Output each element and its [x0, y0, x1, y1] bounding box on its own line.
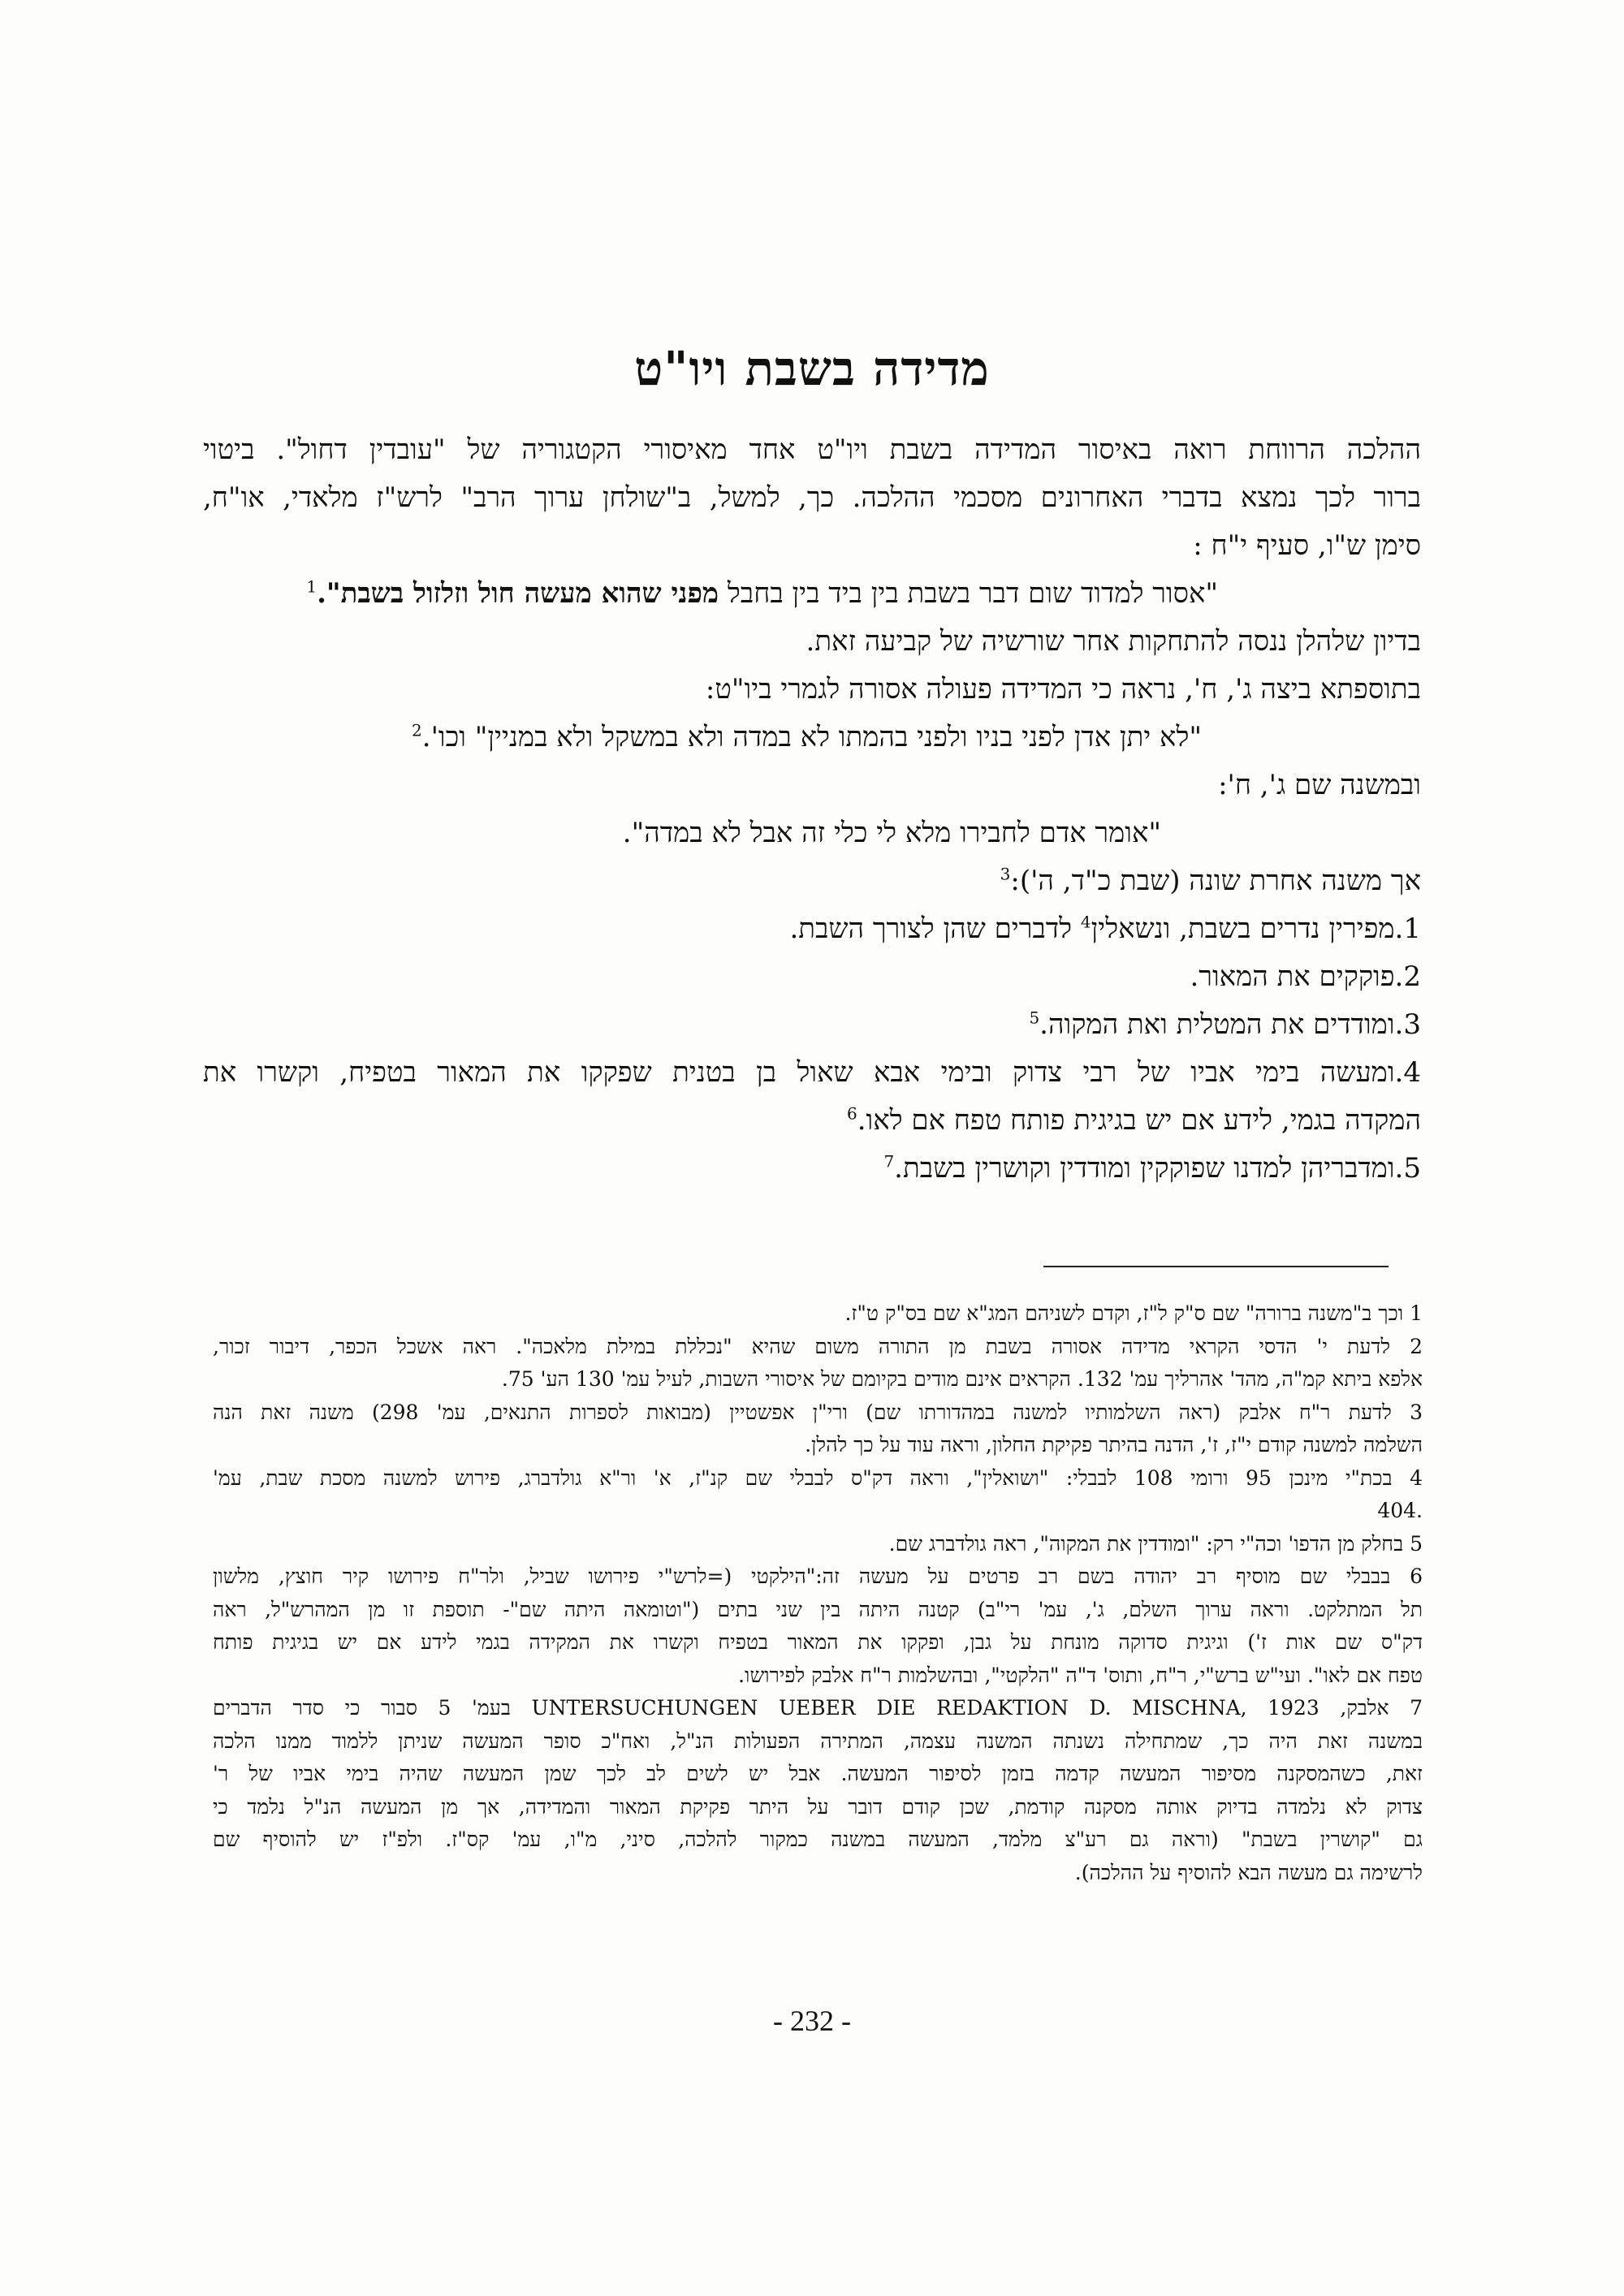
body-line [203, 762, 1421, 809]
footnote-line: תל המתלקט. וראה ערוך השלם, ג', עמ' רי"ב) קטנה היתה בין שני בתים ("וטומאה היתה שם"- תוספת זו מן המהרש"ל, ראה [213, 1597, 1423, 1621]
line-text: סימן ש"ו, סעיף י"ח : [1193, 529, 1421, 562]
footnote-marker[interactable]: 6 [847, 1103, 857, 1124]
body-line [203, 522, 1421, 570]
quote-line [203, 809, 1421, 857]
list-item [203, 1145, 1421, 1193]
line-text: בדיון שלהלן ננסה להתחקות אחר שורשיה של קביעה זאת. [806, 625, 1421, 658]
list-item [203, 953, 1421, 1001]
bold-phrase: מפני שהוא מעשה חול וזלזול בשבת". [317, 577, 719, 610]
footnote-line: 5 בחלק מן הדפו' וכה"י רק: "ומודדין את המקוה", ראה גולדברג שם. [888, 1531, 1423, 1556]
body-line [203, 618, 1421, 666]
footnote-line: 7 אלבק, UNTERSUCHUNGEN UEBER DIE REDAKTION D. MISCHNA, 1923 בעמ' 5 סבור כי סדר הדברים [213, 1696, 1423, 1720]
footnote-line: השלמה למשנה קודם י"ז, ז', הדנה בהיתר פקיקת החלון, וראה עוד על כך להלן. [805, 1433, 1423, 1457]
quote-line [203, 714, 1421, 762]
footnote-line: 1 וכך ב"משנה ברורה" שם ס"ק ל"ז, וקדם לשניהם המג"א שם בס"ק ט"ז. [844, 1301, 1423, 1325]
line-text: 1.מפירין נדרים בשבת, ונשאלין [1091, 913, 1421, 945]
line-text: המקדה בגמי, לידע אם יש בגיגית פותח טפח אם לאו. [857, 1104, 1421, 1137]
quote-line [203, 570, 1421, 618]
footnote-line: זאת, כשהמסקנה מסיפור המעשה קדמה בזמן לסיפור המעשה. אבל יש לשים לב לכך שמן המעשה שהיה בימי אביו של ר' [213, 1762, 1423, 1785]
footnote-line: 2 לדעת י' הדסי הקראי מדידה אסורה בשבת מן התורה משום שהיא "נכללת במילת מלאכה". ראה אשכל הכפר, דיבור זכור, [213, 1334, 1423, 1358]
footnote-line: צדוק לא נלמדה בדיוק אותה מסקנה קודמת, שכן קודם דובר על היתר פקיקת המאור והמדידה, אך מן המעשה הנ"ל נלמד כי [213, 1794, 1423, 1819]
footnote-marker[interactable]: 5 [1029, 1008, 1040, 1028]
line-text: לדברים שהן לצורך השבת. [789, 913, 1081, 945]
footnote-marker[interactable]: 1 [306, 576, 317, 597]
line-text: "אומר אדם לחבירו מלא לי כלי זה אבל לא במדה". [622, 817, 1161, 849]
page-title: מדידה בשבת ויו"ט [634, 341, 990, 396]
line-text: 2.פוקקים את המאור. [1190, 960, 1421, 993]
footnote-separator [1043, 1266, 1389, 1267]
footnote-line: טפח אם לאו". ועי"ש ברש"י, ר"ח, ותוס' ד"ה "הלקטי", ובהשלמות ר"ח אלבק לפירושו. [738, 1663, 1423, 1687]
footnote-line: אלפא ביתא קמ"ה, מהד' אהרליך עמ' 132. הקראים אינם מודים בקיומם של איסורי השבות, לעיל עמ' 130 הע' 75. [501, 1367, 1423, 1391]
line-text: אך משנה אחרת שונה (שבת כ"ד, ה'): [1010, 865, 1421, 897]
body-line [203, 666, 1421, 714]
footnote-line: 3 לדעת ר"ח אלבק (ראה השלמותיו למשנה במהדורתו שם) ורי"ן אפשטיין (מבואות לספרות התנאים, עמ' 298) משנה זאת הנה [213, 1400, 1423, 1424]
line-text: ההלכה הרווחת רואה באיסור המדידה בשבת ויו"ט אחד מאיסורי הקטגוריה של "עובדין דחול". ביטוי [203, 434, 1421, 466]
footnote-marker[interactable]: 4 [1080, 912, 1091, 932]
footnote-line: במשנה זאת היה כך, שמתחילה נשנתה המשנה עצמה, המתירה הפעולות הנ"ל, ואח"כ סופר המעשה שניתן ללמוד ממנו הלכה [213, 1728, 1423, 1753]
footnote-line: גם "קושרין בשבת" (וראה גם רע"צ מלמד, המעשה במשנה כמקור להלכה, סיני, מ"ו, עמ' קס"ז. ולפ"ז יש להוסיף שם [213, 1828, 1423, 1851]
line-text: בתוספתא ביצה ג', ח', נראה כי המדידה פעולה אסורה לגמרי ביו"ט: [705, 673, 1421, 706]
line-text: ברור לכך נמצא בדברי האחרונים מסכמי ההלכה. כך, למשל, ב"שולחן ערוך הרב" לרש"ז מלאדי, או"ח, [203, 481, 1421, 514]
line-text: 4.ומעשה בימי אביו של רבי צדוק ובימי אבא שאול בן בטנית שפקקו את המאור בטפיח, וקשרו את [203, 1056, 1421, 1089]
main-text [203, 426, 1421, 1193]
footnote-line: דק"ס שם אות ז') וגיגית סדוקה מונחת על גבן, ופקקו את המאור בטפיח וקשרו את המקידה בגמי לידע אם יש בגיגית פותח [213, 1630, 1423, 1654]
line-text: 3.ומודדים את המטלית ואת המקוה. [1039, 1008, 1421, 1041]
footnote-marker[interactable]: 7 [883, 1151, 895, 1172]
footnotes [213, 1297, 1423, 1889]
body-line [203, 474, 1421, 522]
footnote-marker[interactable]: 2 [412, 720, 422, 740]
footnote-line: 6 בבבלי שם מוסיף רב יהודה בשם רב פרטים על מעשה זה:"הילקטי (=לרש"י פירושו שביל, ולר"ח פירושו קיר חוצץ, מלשון [213, 1564, 1423, 1588]
footnote-line: לרשימה גם מעשה הבא להוסיף על ההלכה). [1074, 1860, 1423, 1884]
footnote-line: 4 בכת"י מינכן 95 ורומי 108 לבבלי: "ושואלין", וראה דק"ס לבבלי שם קנ"ז, א' ור"א גולדברג, פירוש למשנה מסכת שבת, עמ' [213, 1465, 1423, 1490]
page-number: - 232 - [773, 2005, 851, 2037]
footnote-line: .404 [1377, 1499, 1423, 1522]
line-text: "אסור למדוד שום דבר בשבת בין ביד בין בחבל [719, 577, 1218, 610]
list-item [203, 1001, 1421, 1049]
body-line [203, 426, 1421, 474]
list-item [203, 905, 1421, 953]
list-item [203, 1049, 1421, 1097]
line-text: "לא יתן אדן לפני בניו ולפני בהמתו לא במדה ולא במשקל ולא במניין" וכו'. [421, 721, 1202, 753]
line-text: ובמשנה שם ג', ח': [1218, 769, 1421, 801]
footnote-marker[interactable]: 3 [1000, 864, 1011, 884]
line-text: 5.ומדבריהן למדנו שפוקקין ומודדין וקושרין בשבת. [894, 1152, 1421, 1185]
body-line [203, 857, 1421, 905]
list-item-continuation [203, 1097, 1421, 1145]
